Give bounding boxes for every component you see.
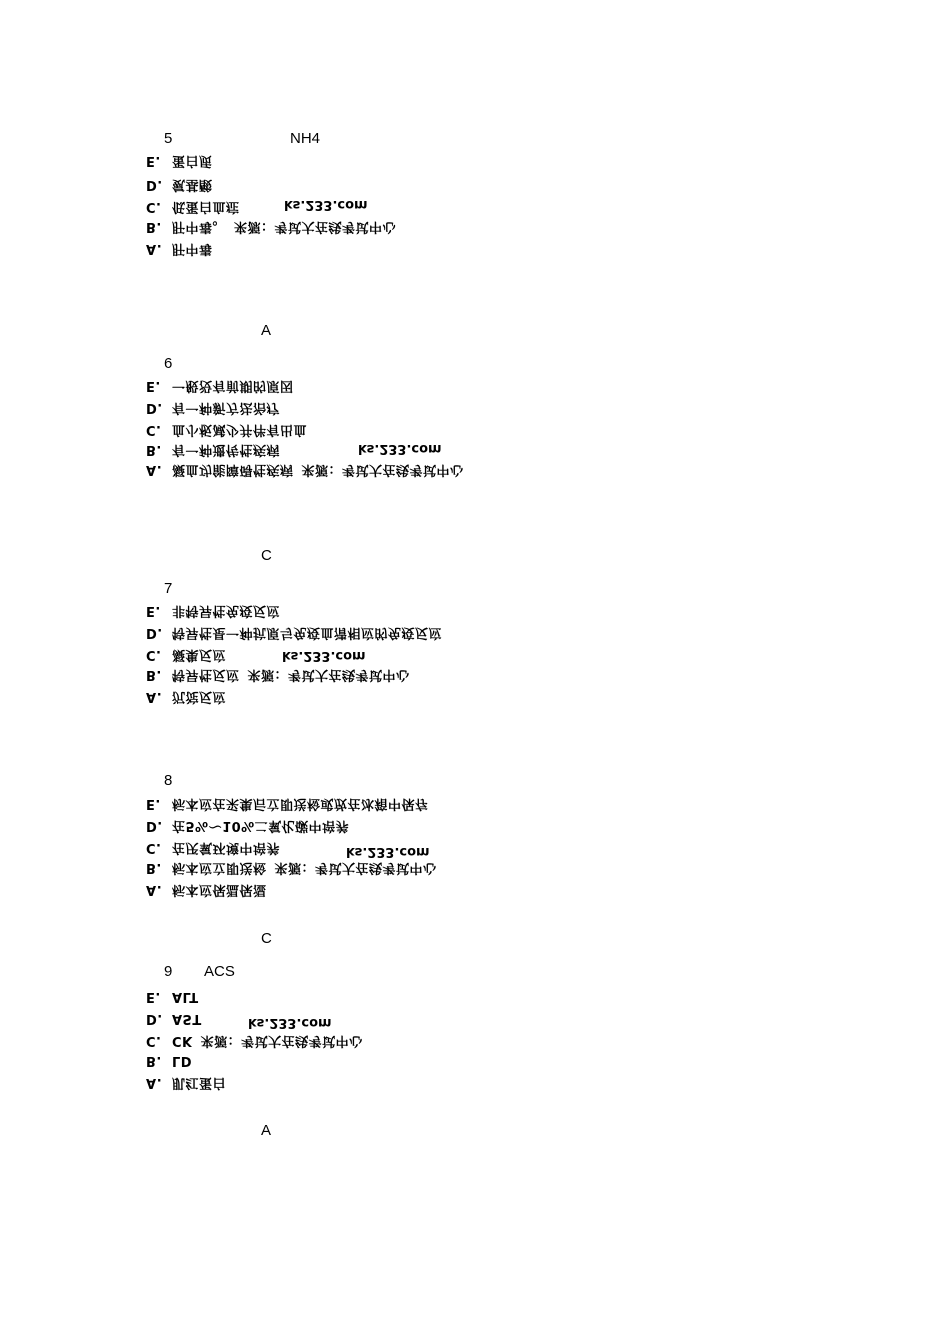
option-c [146, 644, 226, 664]
option-text: 标本应在采集后立即送检或放在冰箱中保存 [172, 796, 429, 811]
option-text: CK [172, 1033, 193, 1048]
question-number: 6 [164, 355, 173, 372]
option-letter: C. [146, 647, 162, 662]
option-a [146, 686, 226, 706]
option-c [146, 837, 280, 857]
watermark-site: ks.233.com [284, 197, 368, 212]
option-letter: B. [146, 860, 162, 875]
watermark-site: ks.233.com [346, 844, 430, 859]
option-e [146, 986, 199, 1006]
option-letter: D. [146, 400, 163, 415]
option-text: 血小板减少并伴有出血 [172, 422, 308, 437]
option-c [146, 1030, 363, 1050]
option-text: 蛋白质 [172, 153, 213, 168]
watermark-site: ks.233.com [282, 648, 366, 663]
option-letter: D. [146, 177, 163, 192]
option-letter: E. [146, 796, 161, 811]
option-letter: B. [146, 667, 162, 682]
option-text: 在5%～10%二氧化碳中培养 [172, 818, 350, 833]
option-letter: B. [146, 219, 162, 234]
option-d [146, 1008, 202, 1028]
option-letter: A. [146, 1075, 163, 1090]
option-letter: C. [146, 1033, 162, 1048]
option-letter: C. [146, 422, 162, 437]
option-text: 特异性反应 [172, 667, 240, 682]
option-text: 肝中毒 [172, 241, 213, 256]
answer-label: C [261, 547, 272, 564]
option-text: 沉淀反应 [172, 689, 227, 704]
question-title: ACS [204, 963, 235, 980]
answer-label: C [261, 930, 272, 947]
option-text: ALT [172, 989, 199, 1004]
option-text: AST [172, 1011, 202, 1026]
option-letter: A. [146, 882, 163, 897]
option-b [146, 857, 437, 877]
watermark-site: ks.233.com [358, 441, 442, 456]
option-letter: B. [146, 442, 162, 457]
option-b [146, 216, 396, 236]
option-a [146, 459, 464, 479]
watermark-source: 来源：考试大在线考试中心 [301, 462, 464, 477]
option-text: LD [172, 1053, 193, 1068]
answer-label: A [261, 1122, 272, 1139]
option-letter: A. [146, 241, 163, 256]
option-b [146, 664, 410, 684]
watermark-site: ks.233.com [248, 1015, 332, 1030]
option-letter: E. [146, 603, 161, 618]
option-letter: D. [146, 625, 163, 640]
watermark-source: 来源：考试大在线考试中心 [234, 219, 397, 234]
question-number: 9 [164, 963, 173, 980]
option-a [146, 879, 267, 899]
option-d [146, 397, 280, 417]
option-letter: E. [146, 989, 161, 1004]
option-text: 在厌氧环境中培养 [172, 840, 281, 855]
option-e [146, 600, 280, 620]
option-letter: D. [146, 818, 163, 833]
option-a [146, 238, 213, 258]
option-text: 特异性是一种抗原与免疫血清相应的免疫反应 [172, 625, 443, 640]
option-c [146, 419, 307, 439]
option-d [146, 622, 442, 642]
option-text: 非特异性免疫反应 [172, 603, 281, 618]
option-text: 标本应立即送检 [172, 860, 267, 875]
watermark-source: 来源：考试大在线考试中心 [247, 667, 410, 682]
option-letter: C. [146, 199, 162, 214]
option-d [146, 815, 349, 835]
option-d [146, 174, 213, 194]
option-text: 一般没有前期的原因 [172, 378, 294, 393]
option-letter: D. [146, 1011, 163, 1026]
option-text: 有一种新方法治疗 [172, 400, 281, 415]
question-title: NH4 [290, 130, 321, 147]
option-letter: B. [146, 1053, 162, 1068]
option-letter: A. [146, 462, 163, 477]
option-letter: E. [146, 378, 161, 393]
option-text: 标本应保温保湿 [172, 882, 267, 897]
option-a [146, 1072, 226, 1092]
question-number: 7 [164, 580, 173, 597]
option-text: 肝中毒。 [172, 219, 227, 234]
option-letter: C. [146, 840, 162, 855]
option-text: 氨基酸 [172, 177, 213, 192]
answer-label: A [261, 322, 272, 339]
option-e [146, 150, 213, 170]
option-b [146, 1050, 192, 1070]
option-letter: E. [146, 153, 161, 168]
option-e [146, 375, 294, 395]
option-letter: A. [146, 689, 163, 704]
question-number: 8 [164, 772, 173, 789]
watermark-source: 来源：考试大在线考试中心 [200, 1033, 363, 1048]
question-number: 5 [164, 130, 173, 147]
watermark-source: 来源：考试大在线考试中心 [274, 860, 437, 875]
option-text: 凝血功能障碍性疾病 [172, 462, 294, 477]
option-text: 有一种遗传性疾病 [172, 442, 281, 457]
option-c [146, 196, 240, 216]
option-text: 低蛋白血症 [172, 199, 240, 214]
option-e [146, 793, 429, 813]
option-text: 肌红蛋白 [172, 1075, 227, 1090]
option-b [146, 439, 280, 459]
option-text: 凝集反应 [172, 647, 227, 662]
